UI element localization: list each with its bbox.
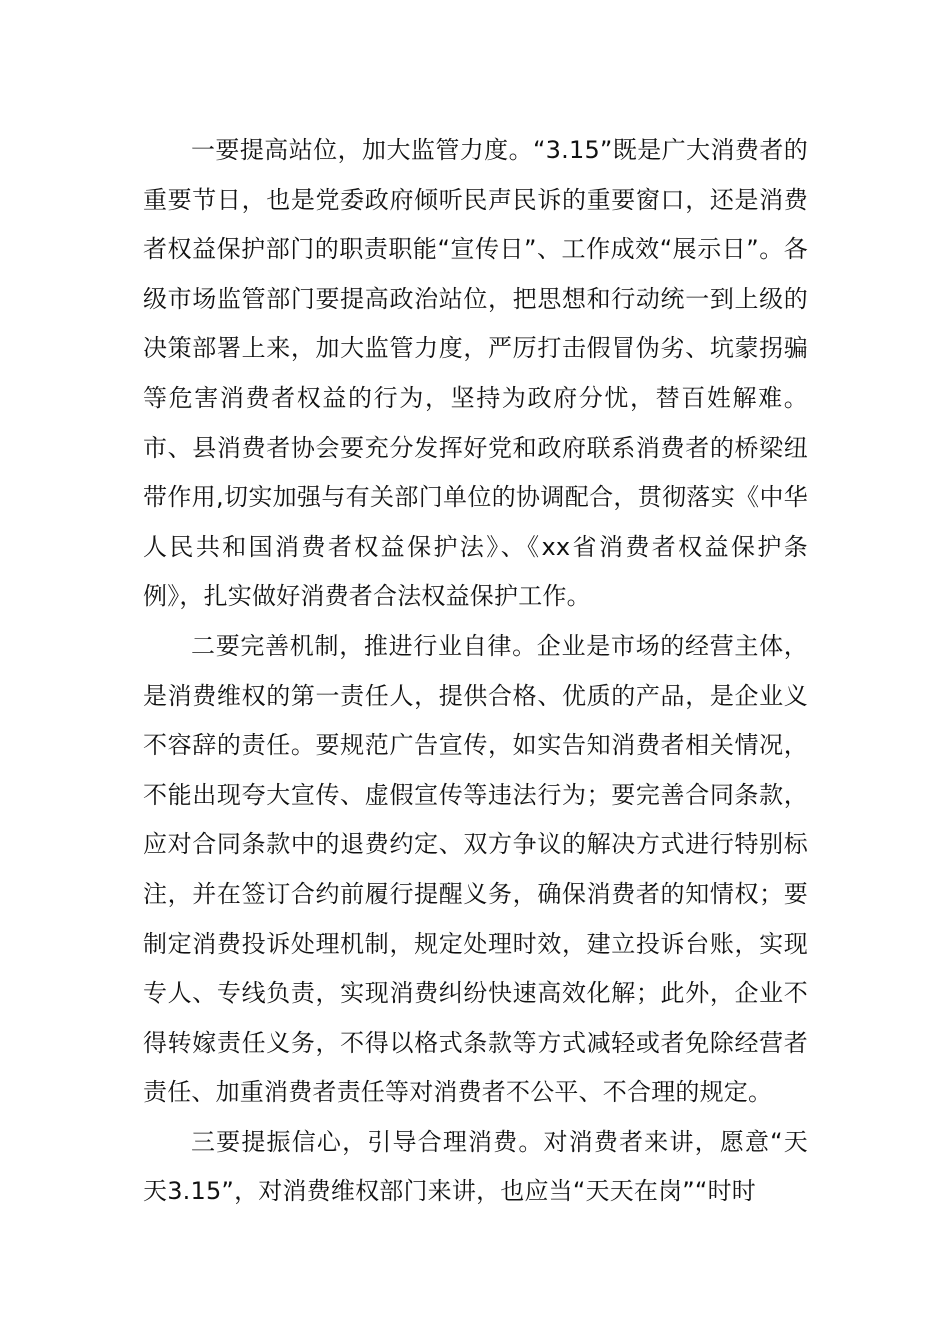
paragraph-raise-position: 一要提高站位，加大监管力度。“3.15”既是广大消费者的重要节日，也是党委政府倾听民声民诉的重要窗口，还是消费者权益保护部门的职责职能“宣传日”、工作成效“展示日”。各级市场监管部门要提高政治站位，把思想和行动统一到上级的决策部署上来，加大监管力度，严厉打击假冒伪劣、坑蒙拐骗等危害消费者权益的行为，坚持为政府分忧，替百姓解难。市、县消费者协会要充分发挥好党和政府联系消费者的桥梁纽带作用,切实加强与有关部门单位的协调配合，贯彻落实《中华人民共和国消费者权益保护法》、《xx省消费者权益保护条例》，扎实做好消费者合法权益保护工作。 [143, 136, 808, 611]
paragraph-boost-confidence: 三要提振信心，引导合理消费。对消费者来讲，愿意“天天3.15”，对消费维权部门来讲，也应当“天天在岗”“时时 [143, 1127, 808, 1206]
document-body [143, 126, 808, 1217]
paragraph-improve-mechanism: 二要完善机制，推进行业自律。企业是市场的经营主体，是消费维权的第一责任人，提供合格、优质的产品，是企业义不容辞的责任。要规范广告宣传，如实告知消费者相关情况，不能出现夸大宣传、虚假宣传等违法行为；要完善合同条款，应对合同条款中的退费约定、双方争议的解决方式进行特别标注，并在签订合约前履行提醒义务，确保消费者的知情权；要制定消费投诉处理机制，规定处理时效，建立投诉台账，实现专人、专线负责，实现消费纠纷快速高效化解；此外，企业不得转嫁责任义务，不得以格式条款等方式减轻或者免除经营者责任、加重消费者责任等对消费者不公平、不合理的规定。 [143, 631, 808, 1107]
